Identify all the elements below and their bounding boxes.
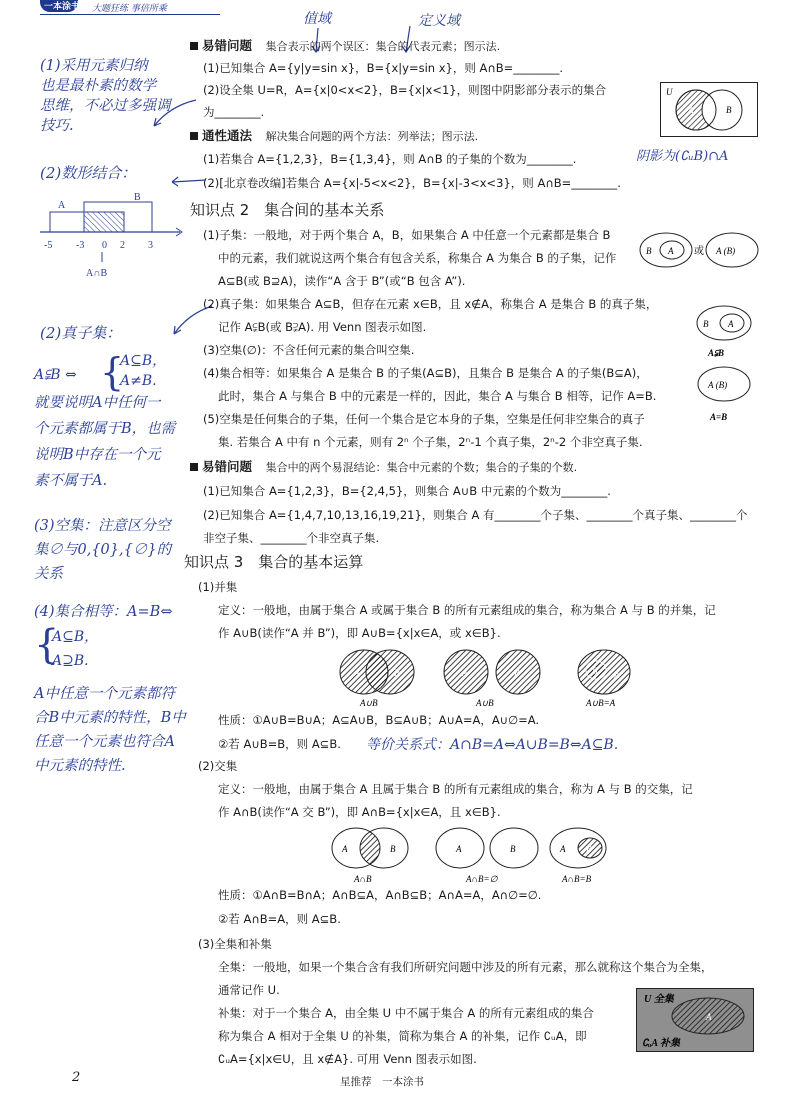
s1-q2b: 为________. (203, 105, 265, 119)
note-line: 个元素都属于B，也需 (34, 421, 176, 437)
s3-q1: (1)已知集合 A={1,2,3}，B={2,4,5}，则集合 A∪B 中元素的个数为________. (203, 484, 611, 498)
section-desc: 解决集合问题的两个方法：列举法；图示法. (265, 130, 479, 143)
kp3-title: 知识点 3 集合的基本运算 (184, 553, 364, 571)
note-line: 就要说明A中任何一 (34, 395, 161, 411)
kp2-p1b: 中的元素，我们就说这两个集合有包含关系，称集合 A 为集合 B 的子集，记作 (218, 251, 617, 265)
note-line: (3)空集：注意区分空 (34, 518, 171, 534)
kp2-p2b: 记作 A⫋B(或 B⫌A). 用 Venn 图表示如图. (218, 320, 427, 334)
fig-cua: ∁ᵤA 补集 (642, 1038, 680, 1049)
s3-q2b: 非空子集、________个非空真子集. (203, 531, 380, 545)
svg-text:B: B (646, 246, 652, 256)
left-note-7 (34, 682, 186, 778)
inter-prop2: ②若 A∩B=A，则 A⊆B. (218, 912, 341, 926)
section-title: 易错问题 (202, 459, 253, 474)
svg-text:B: B (586, 844, 592, 854)
venn-subset-figure (638, 230, 760, 270)
note-line: 任意一个元素也符合A (34, 734, 175, 750)
svg-text:A: A (456, 844, 462, 854)
svg-text:A (B): A (B) (716, 246, 736, 256)
section-desc: 集合表示的两个误区：集合的代表元素；图示法. (265, 40, 501, 53)
kp2-title: 知识点 2 集合间的基本关系 (190, 201, 385, 219)
nl-tick-label: -3 (76, 240, 85, 251)
kp2-p2a: (2)真子集：如果集合 A⊆B，但存在元素 x∈B，且 x∉A，称集合 A 是集合 B 的真子集， (203, 297, 658, 311)
comp-def3: ∁ᵤA={x|x∈U，且 x∉A}. 可用 Venn 图表示如图. (218, 1052, 477, 1066)
brace: { (100, 350, 125, 394)
union-def1 (218, 603, 716, 618)
inter-title: (2)交集 (198, 759, 238, 773)
svg-text:B: B (726, 105, 732, 115)
full-def1: 全集：一般地，如果一个集合含有我们所研究问题中涉及的所有元素，那么就称这个集合为全集， (218, 960, 713, 974)
note-line: 技巧. (40, 118, 74, 134)
s1-q2a: (2)设全集 U=R，A={x|0<x<2}，B={x|x<1}，则图中阴影部分表示的集合 (203, 83, 607, 97)
union-venn-figures (326, 648, 646, 710)
fig-u: U 全集 (644, 994, 674, 1005)
nl-tick-label: 3 (148, 240, 153, 251)
note-line: A⫋B ⇔ (34, 367, 77, 383)
inter-def2: 作 A∩B(读作“A 交 B”)，即 A∩B={x|x∈A，且 x∈B}. (218, 805, 501, 819)
section-title: 易错问题 (202, 38, 253, 53)
note-line: 思维，不必过多强调 (40, 98, 171, 114)
fig-or: 或 (694, 246, 704, 257)
s3-q2a: (2)已知集合 A={1,4,7,10,13,16,19,21}，则集合 A 有________个子集、________个真子集、________个 (203, 508, 748, 522)
svg-text:B: B (514, 668, 520, 678)
kp2-p1c: A⊆B(或 B⊇A)，读作“A 含于 B”(或“B 包含 A”). (218, 274, 466, 288)
footer-center: 星推荐 一本涂书 (340, 1076, 424, 1088)
kp2-p1a: (1)子集：一般地，对于两个集合 A，B，如果集合 A 中任意一个元素都是集合 B (203, 228, 611, 242)
section-desc: 集合中的两个易混结论：集合中元素的个数；集合的子集的个数. (265, 461, 578, 474)
svg-text:B: B (390, 844, 396, 854)
header-slogan: 大题狂练 事倍所乘 (92, 4, 167, 14)
intersection-venn-figures (328, 826, 628, 886)
left-note-6: (4)集合相等：A=B⇔ (34, 604, 173, 620)
nl-label-b: B (134, 192, 141, 203)
page-number: 2 (72, 1070, 81, 1085)
inter-def1: 定义：一般地，由属于集合 A 且属于集合 B 的所有元素组成的集合，称为 A 与 B 的交集，记 (218, 782, 693, 796)
left-note-5 (34, 514, 171, 586)
kp2-p4a: (4)集合相等：如果集合 A 是集合 B 的子集(A⊆B)，且集合 B 是集合 A 的子集(B⊆A)， (203, 366, 648, 380)
venn-proper-subset-figure (694, 304, 756, 360)
section-error-1 (190, 38, 500, 54)
union-prop2: ②若 A∪B=B，则 A⊆B. (218, 737, 341, 751)
svg-text:A: A (706, 1012, 712, 1022)
comp-title: (3)全集和补集 (198, 937, 272, 951)
nl-tick-label: 2 (120, 240, 125, 251)
fig-label: A∪B (476, 698, 494, 708)
section-method (190, 128, 478, 144)
note-arrow-2 (168, 172, 208, 188)
svg-text:A: A (354, 668, 360, 678)
svg-text:U: U (666, 87, 673, 97)
note-line: A⊇B. (52, 653, 89, 669)
note-line: (1)采用元素归纳 (40, 58, 148, 74)
inter-prop1: 性质：①A∩B=B∩A；A∩B⊆A，A∩B⊆B；A∩A=A，A∩∅=∅. (218, 888, 542, 902)
fig-label: A∩B=∅ (466, 874, 498, 884)
page-header (40, 0, 220, 14)
note-line: 合B中元素的特性，B中 (34, 710, 186, 726)
svg-text:B: B (703, 319, 709, 329)
s1-q1: (1)已知集合 A={y|y=sin x}，B={x|y=sin x}，则 A∩B=________. (203, 61, 563, 75)
note-arrow-1 (150, 96, 200, 136)
svg-text:B: B (394, 668, 400, 678)
left-note-3: (2)真子集： (40, 324, 122, 342)
fig-label: A⫋B (708, 348, 724, 358)
nl-tick-label: -5 (44, 240, 53, 251)
nl-tick-label: 0 (102, 240, 107, 251)
svg-text:A: A (614, 670, 620, 680)
header-rule (40, 14, 220, 15)
kp2-p4b: 此时，集合 A 与集合 B 中的元素是一样的，因此，集合 A 与集合 B 相等，记作 A=B. (218, 389, 657, 403)
comp-def2: 称为集合 A 相对于全集 U 的补集，简称为集合 A 的补集，记作 ∁ᵤA，即 (218, 1029, 587, 1043)
nl-label-ab: A∩B (86, 268, 108, 279)
union-def1-text: 定义：一般地，由属于集合 A 或属于集合 B 的所有元素组成的集合，称为集合 A 与 B 的并集，记 (218, 603, 716, 617)
note-line: 素不属于A. (34, 473, 108, 489)
union-note: 等价关系式：A∩B=A⇔A∪B=B⇔A⊆B. (366, 737, 619, 753)
fig-label: A∪B=A (586, 698, 616, 708)
svg-text:A: A (688, 105, 694, 115)
complement-venn-figure (636, 988, 754, 1052)
brace: { (34, 622, 60, 668)
note-line: 关系 (34, 566, 63, 582)
fig-label: A∩B=B (562, 874, 592, 884)
kp2-p3: (3)空集(∅)：不含任何元素的集合叫空集. (203, 343, 415, 357)
section-title: 通性通法 (202, 128, 253, 143)
note-line: A⊆B， (120, 353, 167, 369)
kp2-p5b: 集. 若集合 A 中有 n 个元素，则有 2ⁿ 个子集，2ⁿ-1 个真子集，2ⁿ-2 个非空真子集. (218, 435, 643, 449)
note-line: A⊆B， (52, 629, 99, 645)
full-def2: 通常记作 U. (218, 983, 280, 997)
comp-def1: 补集：对于一个集合 A，由全集 U 中不属于集合 A 的所有元素组成的集合 (218, 1006, 594, 1020)
svg-text:B: B (592, 666, 598, 676)
svg-text:B: B (510, 844, 516, 854)
svg-text:A: A (342, 844, 348, 854)
note-line: 集∅与0,{0},{∅}的 (34, 542, 172, 558)
note-shaded: 阴影为(∁ᵤB)∩A (636, 149, 729, 164)
fig-label: A∪B (360, 698, 378, 708)
section-error-2 (190, 459, 577, 475)
note-line: A中任意一个元素都符 (34, 686, 175, 702)
venn-equal-figure (694, 364, 756, 424)
union-prop1: 性质：①A∪B=B∪A；A⊆A∪B，B⊆A∪B；A∪A=A，A∪∅=A. (218, 713, 540, 727)
note-range: 值域 (303, 11, 331, 27)
svg-text:A (B): A (B) (708, 380, 728, 390)
svg-text:A: A (560, 844, 566, 854)
left-note-4c (34, 390, 175, 494)
left-note-2: (2)数形结合： (40, 164, 137, 182)
note-domain: 定义域 (418, 13, 460, 29)
note-line: 也是最朴素的数学 (40, 78, 156, 94)
s2-q2: (2)[北京卷改编]若集合 A={x|-5<x<2}，B={x|-3<x<3}，则 A∩B=________. (203, 176, 621, 190)
fig-label: A∩B (354, 874, 372, 884)
note-line: A≠B. (120, 373, 157, 389)
number-line-figure (36, 190, 186, 290)
union-title: (1)并集 (198, 580, 238, 594)
venn-shaded-u (660, 82, 758, 137)
note-line: 中元素的特性. (34, 758, 126, 774)
svg-text:A: A (462, 668, 468, 678)
logo-text: 一本涂书 (44, 2, 81, 12)
fig-label: A=B (710, 412, 728, 422)
union-def2: 作 A∪B(读作“A 并 B”)，即 A∪B={x|x∈A，或 x∈B}. (218, 626, 501, 640)
s2-q1: (1)若集合 A={1,2,3}，B={1,3,4}，则 A∩B 的子集的个数为________. (203, 152, 577, 166)
kp2-p5a: (5)空集是任何集合的子集，任何一个集合是它本身的子集，空集是任何非空集合的真子 (203, 412, 645, 426)
svg-text:A: A (728, 319, 734, 329)
note-line: 说明B中存在一个元 (34, 447, 161, 463)
svg-text:A: A (668, 246, 674, 256)
nl-label-a: A (58, 200, 66, 211)
